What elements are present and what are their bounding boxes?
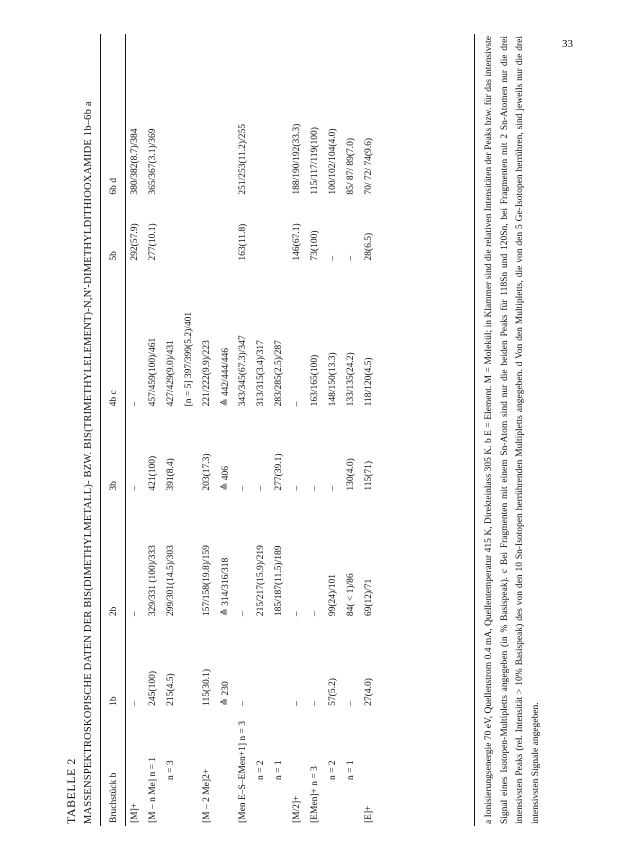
value-cell: 84( < 1)/86: [346, 573, 356, 617]
fragment-cell: [EMen]+ n = 3: [310, 766, 320, 823]
value-cell: [162, 198, 180, 264]
table-row: [234, 30, 252, 826]
table-title: MASSENSPEKTROSKOPISCHE DATEN DER BIS(DIMETHYLMETALL)- BZW. BIS(TRIMETHYLELEMENT)-N,N'-DIMETHYLDITHIOOXAMIDE 1b–6b a: [83, 101, 94, 824]
col-header: 4b c: [109, 390, 119, 407]
header-row: [102, 30, 126, 826]
value-cell: 277(39.1): [274, 453, 284, 491]
value-cell: –: [130, 701, 140, 706]
fragment-cell: [M/2]+: [292, 795, 302, 823]
fragment-cell: [Men E–S–EMen+1] n = 3: [238, 720, 248, 823]
value-cell: –: [238, 611, 248, 617]
value-cell: –: [310, 611, 320, 617]
value-cell: –: [292, 611, 302, 617]
fragment-cell: [E]+: [364, 805, 374, 823]
value-cell: 343/345(67.3)/347: [238, 335, 248, 407]
value-cell: 73(100): [310, 230, 320, 261]
value-cell: –: [310, 701, 320, 706]
value-cell: 365/367(3.1)/369: [148, 128, 158, 195]
value-cell: –: [292, 401, 302, 407]
value-cell: –: [238, 485, 248, 491]
value-cell: 115(30.1): [202, 668, 212, 706]
value-cell: ≙ 442/444/446: [220, 348, 231, 407]
page-number: 33: [562, 38, 573, 50]
col-header: 6b d: [109, 178, 119, 195]
table-row: [252, 30, 270, 826]
fragment-cell: n = 1: [274, 760, 284, 780]
value-cell: [198, 198, 216, 264]
value-cell: 299/301(14.5)/303: [166, 545, 176, 617]
value-cell: [162, 30, 180, 198]
fragment-cell: n = 2: [256, 760, 266, 780]
value-cell: 163/165(100): [310, 354, 320, 407]
value-cell: [180, 619, 198, 709]
value-cell: [270, 30, 288, 198]
fragment-cell: [M – n Me] n = 1: [148, 756, 158, 823]
table-row: [144, 30, 162, 826]
value-cell: 115/117/119(100): [310, 127, 320, 195]
value-cell: –: [310, 485, 320, 491]
value-cell: –: [346, 701, 356, 706]
value-cell: 215/217(15.9)/219: [256, 545, 266, 617]
value-cell: 188/190/192(33.3): [292, 123, 302, 195]
value-cell: [198, 30, 216, 198]
fragment-cell: [180, 709, 198, 826]
value-cell: 69(12)/71: [364, 578, 374, 617]
value-cell: [252, 198, 270, 264]
col-header: 3b: [109, 481, 119, 491]
col-header: 5b: [109, 251, 119, 261]
mass-spec-table: [102, 30, 378, 826]
value-cell: 427/429(9.0)/431: [166, 340, 176, 407]
table-row: [288, 30, 306, 826]
value-cell: –: [130, 401, 140, 407]
value-cell: ≙ 230: [220, 681, 231, 706]
value-cell: [180, 409, 198, 493]
value-cell: –: [130, 611, 140, 617]
value-cell: 457/459(100)/461: [148, 337, 158, 407]
fragment-cell: n = 2: [328, 760, 338, 780]
bottom-rule: [474, 34, 475, 826]
value-cell: 245(100): [148, 671, 158, 706]
table-row: [306, 30, 324, 826]
value-cell: 185/187(11.5)/189: [274, 545, 284, 617]
value-cell: 203(17.3): [202, 453, 212, 491]
value-cell: 70/ 72/ 74(9.6): [364, 137, 374, 195]
fragment-cell: [M – 2 Me]2+: [202, 768, 212, 823]
value-cell: 27(4.0): [364, 678, 374, 706]
value-cell: 251/253(11.2)/255: [238, 124, 248, 195]
table-row: [198, 30, 216, 826]
value-cell: [216, 30, 234, 198]
value-cell: 421(100): [148, 455, 158, 491]
table-footnote: a Ionisierungsenergie 70 eV, Quellenstrom 0.4 mA, Quellentemperatur 415 K, Direkteinlass 305 K. b E = Element. M = Molekül; in Klammer sind die relativen Intensitäten der Peaks bzw. für das intensivste Signal eines Isotopen-Multipletts angegeben (in % Basispeak). c Bei Fragmenten mit einem Sn-Atom sind nur die beiden Peaks für 118Sn und 120Sn, bei Fragmenten mit 2 Sn-Atomen nur die drei intensivsten Peaks (rel. Intensität > 10% Basispeak) des von den 10 Sn-Isotopen herrührenden Multipletts angegeben. d Von den Multipletts, die von den 5 Ge-Isotopen herrühren, sind jeweils nur die drei intensivsten Signale angegeben.: [484, 36, 541, 824]
value-cell: [180, 30, 198, 198]
value-cell: 57(5.2): [328, 678, 338, 706]
value-cell: 148/150(13.3): [328, 352, 338, 407]
value-cell: –: [238, 701, 248, 706]
value-cell: 163(11.8): [238, 223, 248, 261]
value-cell: 221/222(9.9)/223: [202, 340, 212, 407]
fragment-cell: [216, 709, 234, 826]
table-row: [360, 30, 378, 826]
value-cell: 100/102/104(4.0): [328, 128, 338, 195]
value-cell: –: [328, 485, 338, 491]
table-row: [270, 30, 288, 826]
table-row: [342, 30, 360, 826]
value-cell: –: [292, 485, 302, 491]
value-cell: 380/382(8.7)/384: [130, 128, 140, 195]
value-cell: 99(24)/101: [328, 573, 338, 617]
table-row: [162, 30, 180, 826]
value-cell: 146(67.1): [292, 223, 302, 261]
value-cell: –: [292, 701, 302, 706]
value-cell: 292(57.9): [130, 223, 140, 261]
value-cell: 313/315(3.4)/317: [256, 340, 266, 407]
value-cell: –: [328, 255, 338, 261]
value-cell: [180, 494, 198, 620]
value-cell: 329/331 (100)/333: [148, 545, 158, 617]
table-row: [126, 30, 144, 826]
value-cell: 133/135(24.2): [346, 352, 356, 407]
value-cell: 130(4.0): [346, 458, 356, 491]
value-cell: 85/ 87/ 89(7.0): [346, 137, 356, 195]
value-cell: ≙ 314/316/318: [220, 557, 231, 617]
col-header: 1b: [109, 696, 119, 706]
fragment-cell: [M]+: [130, 802, 140, 823]
col-header: 2b: [109, 606, 119, 617]
fragment-cell: n = 1: [346, 760, 356, 780]
value-cell: 283/285(2.5)/287: [274, 340, 284, 407]
value-cell: –: [346, 255, 356, 261]
value-cell: –: [130, 485, 140, 491]
table-row: [216, 30, 234, 826]
value-cell: 277(10.1): [148, 223, 158, 261]
table-label: TABELLE 2: [64, 758, 78, 824]
value-cell: 28(6.5): [364, 232, 374, 261]
value-cell: 115(71): [364, 460, 374, 491]
value-cell: 215(4.5): [166, 673, 176, 706]
top-rule: [100, 34, 101, 826]
rotated-table-area: [54, 30, 574, 830]
value-cell: [n = 5] 397/399(5.2)/401: [184, 311, 194, 407]
value-cell: [252, 619, 270, 709]
table-block: [54, 30, 574, 830]
value-cell: 118/120(4.5): [364, 357, 374, 407]
value-cell: [252, 30, 270, 198]
value-cell: [180, 198, 198, 264]
value-cell: 157/158(19.8)/159: [202, 545, 212, 617]
value-cell: [270, 198, 288, 264]
table-row: [180, 30, 198, 826]
value-cell: –: [256, 485, 266, 491]
value-cell: [216, 198, 234, 264]
value-cell: [270, 619, 288, 709]
table-row: [324, 30, 342, 826]
col-header: Bruchstück b: [109, 772, 119, 823]
value-cell: 391(8.4): [166, 458, 176, 491]
fragment-cell: n = 3: [166, 760, 176, 780]
value-cell: ≙ 406: [220, 466, 231, 491]
